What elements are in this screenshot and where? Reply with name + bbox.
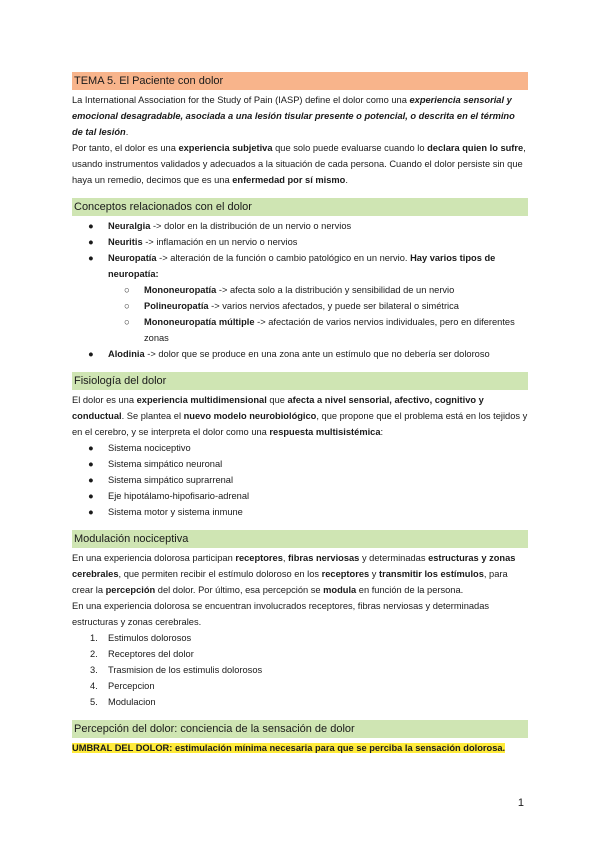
list-item: ● Sistema motor y sistema inmune <box>88 507 243 517</box>
list-item: ● Sistema nociceptivo <box>88 443 191 453</box>
paragraph: El dolor es una experiencia multidimensional que afecta a nivel sensorial, afectivo, cognitivo y conductual. Se plantea el nuevo modelo neurobiológico, que propone que el problema está en los tejidos y en el cerebro, y se interpreta el dolor como una respuesta multisistémica: <box>72 395 528 437</box>
list-item: 2. Receptores del dolor <box>90 649 194 659</box>
document-page <box>72 72 528 756</box>
list-item: ● Eje hipotálamo-hipofisario-adrenal <box>88 491 250 501</box>
list-item: 4. Percepcion <box>90 681 155 691</box>
section-heading: Percepción del dolor: conciencia de la sensación de dolor <box>72 720 528 738</box>
paragraph: La International Association for the Study of Pain (IASP) define el dolor como una experiencia sensorial y emocional desagradable, asociada a una lesión tisular presente o potencial, o descrita en el término de tal lesión. <box>72 95 515 137</box>
section-heading: Fisiología del dolor <box>72 372 528 390</box>
list-item: ● Sistema simpático suprarrenal <box>88 475 234 485</box>
list-item: ○ Mononeuropatía múltiple -> afectación de varios nervios individuales, pero en diferentes zonas <box>124 317 515 343</box>
paragraph: En una experiencia dolorosa participan receptores, fibras nerviosas y determinadas estructuras y zonas cerebrales, que permiten recibir el estímulo doloroso en los receptores y transmitir los estímulos, para crear la percepción del dolor. Por último, esa percepción se modula en función de la persona. <box>72 553 516 595</box>
list-item: ● Alodinia -> dolor que se produce en una zona ante un estímulo que no debería ser doloroso <box>88 349 490 359</box>
list-item: ● Neuropatía -> alteración de la función o cambio patológico en un nervio. Hay varios tipos de neuropatía: <box>88 253 496 279</box>
list-item: ● Sistema simpático neuronal <box>88 459 223 469</box>
section-heading: TEMA 5. El Paciente con dolor <box>72 72 528 90</box>
sub-bullet-list <box>72 282 528 346</box>
section-heading: Conceptos relacionados con el dolor <box>72 198 528 216</box>
list-item: 1. Estimulos dolorosos <box>90 633 192 643</box>
bullet-list <box>72 218 528 282</box>
list-item: ○ Polineuropatía -> varios nervios afectados, y puede ser bilateral o simétrica <box>124 301 459 311</box>
list-item: 5. Modulacion <box>90 697 156 707</box>
section-heading: Modulación nociceptiva <box>72 530 528 548</box>
paragraph: En una experiencia dolorosa se encuentran involucrados receptores, fibras nerviosas y determinadas estructuras y zonas cerebrales. <box>72 601 490 627</box>
list-item: ○ Mononeuropatía -> afecta solo a la distribución y sensibilidad de un nervio <box>124 285 455 295</box>
page-number: 1 <box>517 797 524 809</box>
highlighted-definition: UMBRAL DEL DOLOR: estimulación mínima necesaria para que se perciba la sensación dolorosa. <box>72 743 506 753</box>
numbered-list <box>72 630 528 710</box>
bullet-list <box>72 440 528 520</box>
list-item: ● Neuralgia -> dolor en la distribución de un nervio o nervios <box>88 221 352 231</box>
paragraph: Por tanto, el dolor es una experiencia subjetiva que solo puede evaluarse cuando lo declara quien lo sufre, usando instrumentos validados y adecuados a la situación de cada persona. Cuando el dolor persiste sin que haya un remedio, decimos que es una enfermedad por sí mismo. <box>72 143 526 185</box>
list-item: ● Neuritis -> inflamación en un nervio o nervios <box>88 237 298 247</box>
bullet-list <box>72 346 528 362</box>
list-item: 3. Trasmision de los estimulis dolorosos <box>90 665 263 675</box>
